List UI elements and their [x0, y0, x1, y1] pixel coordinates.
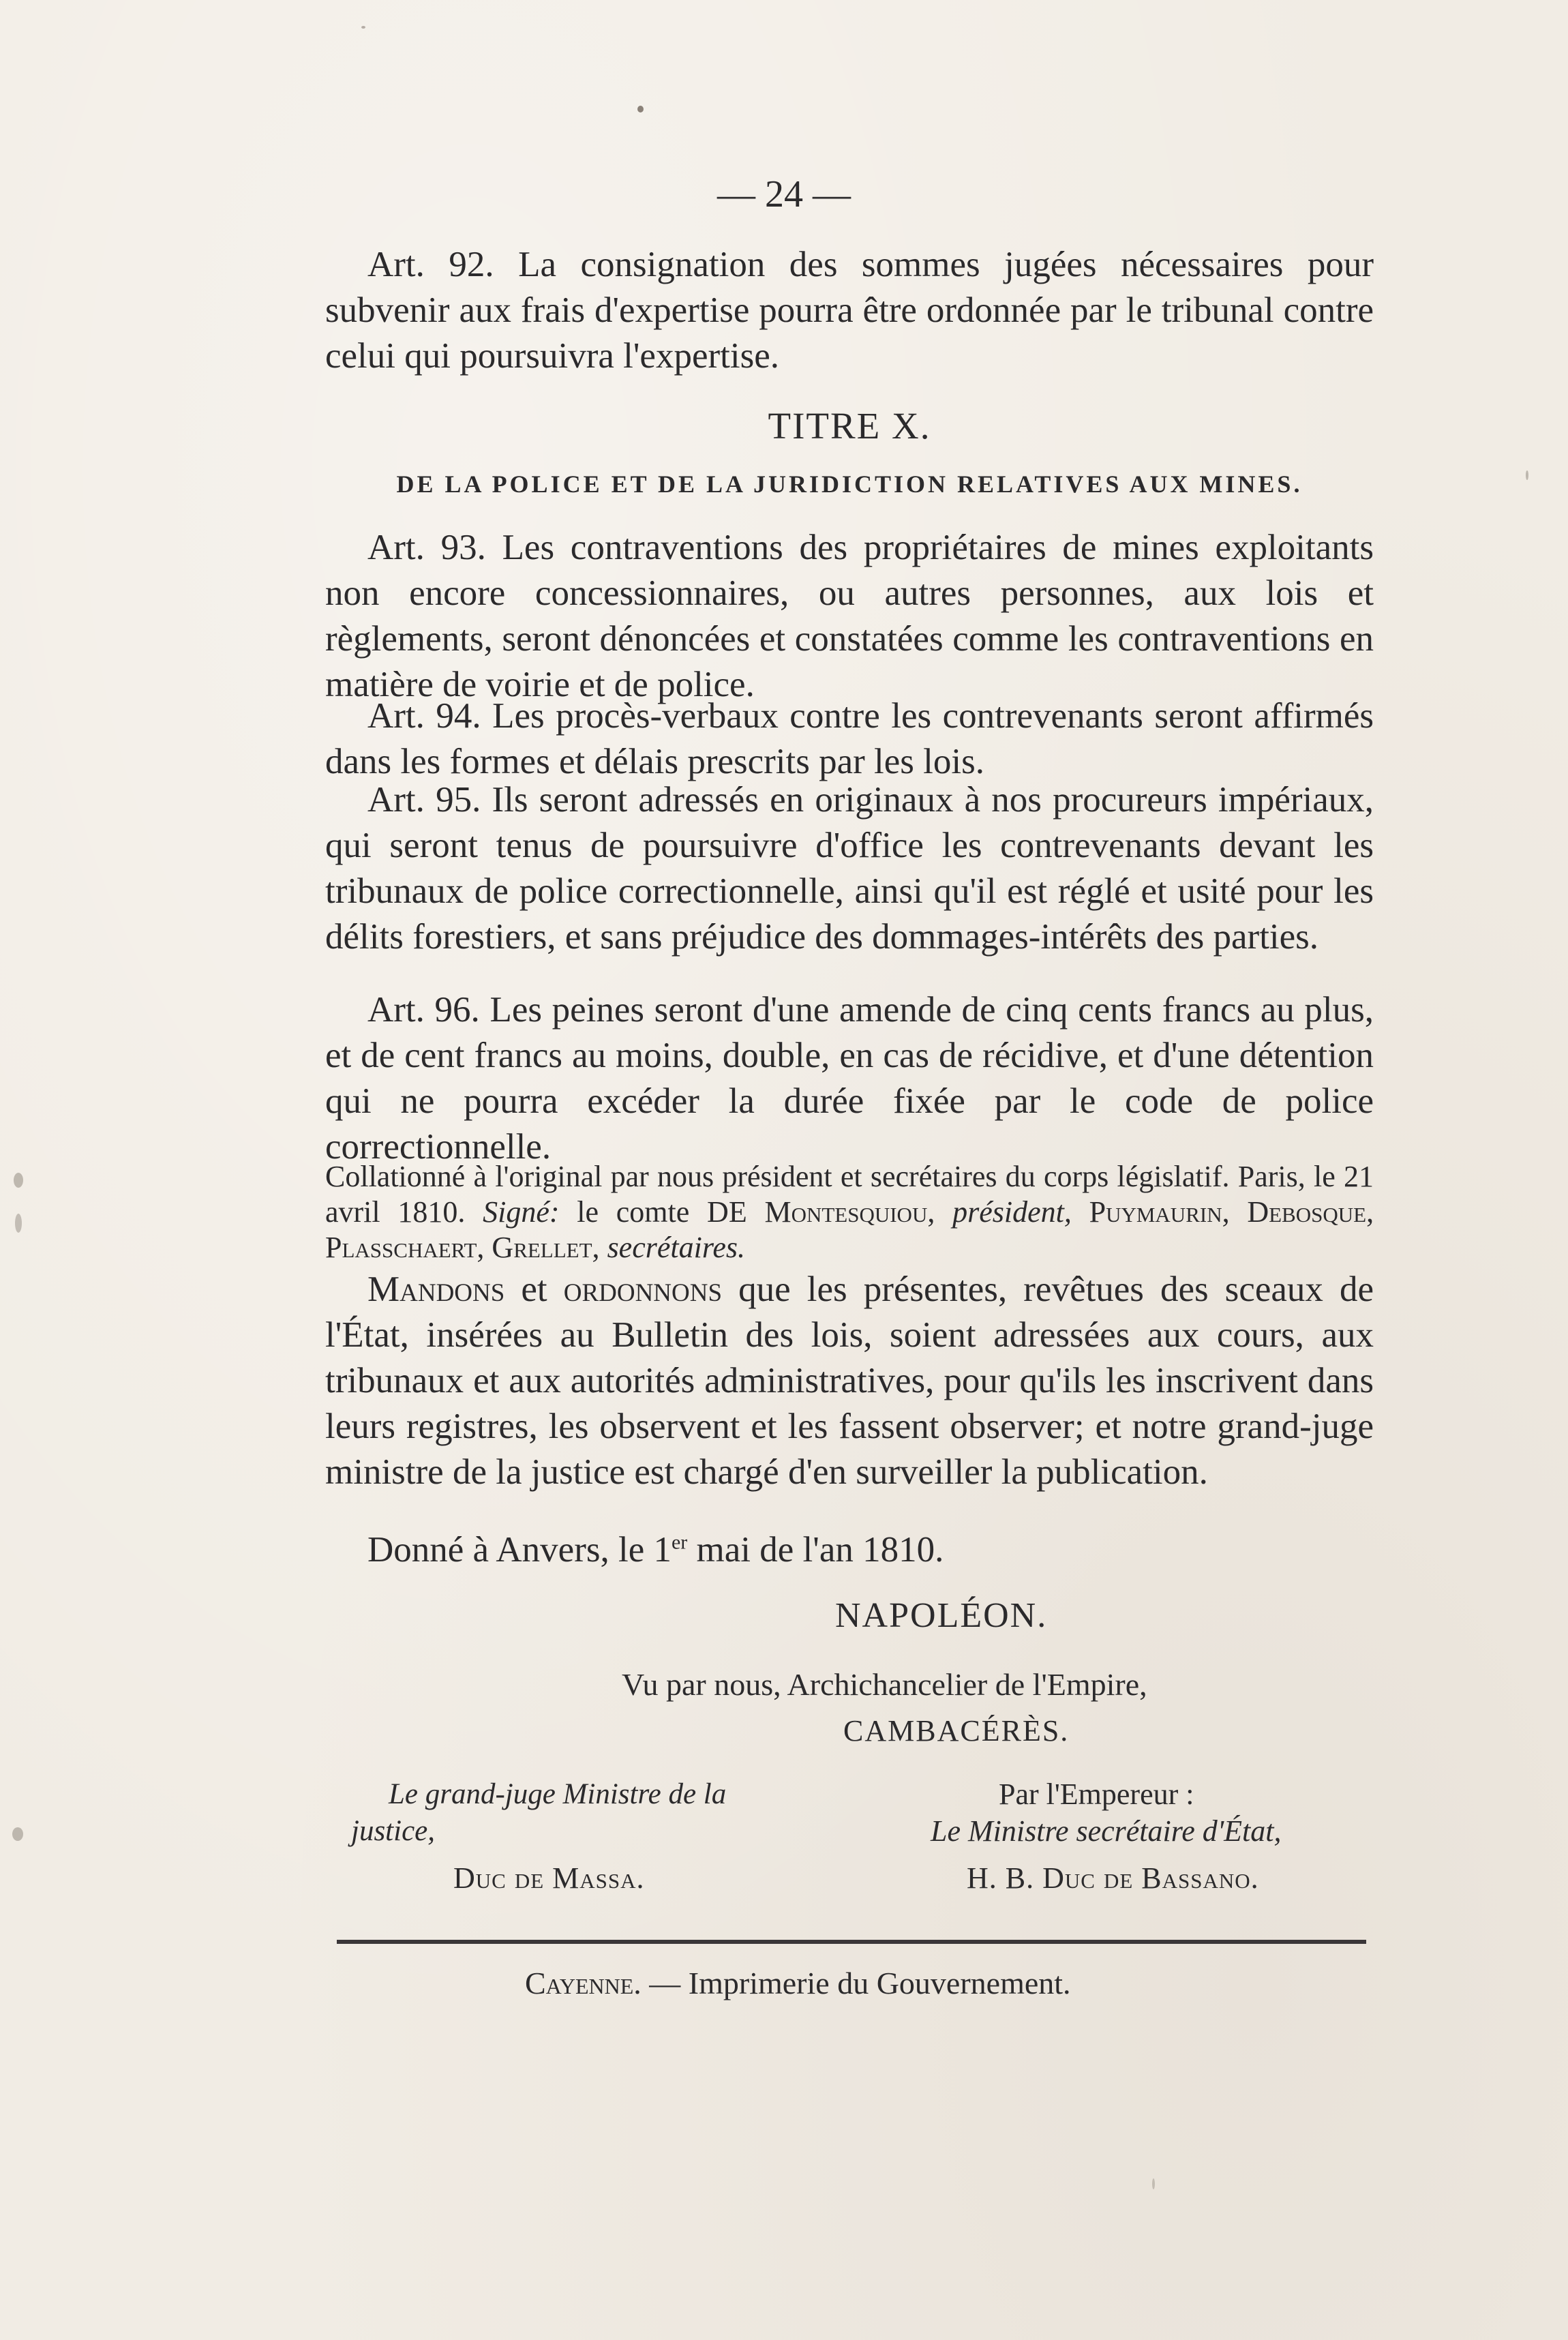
- collation-president: président,: [952, 1195, 1072, 1229]
- collation-de: DE: [707, 1195, 747, 1229]
- right-minister-name: H. B. Duc de Bassano.: [967, 1861, 1259, 1895]
- article-95-text: Ils seront adressés en originaux à nos procureurs impériaux, qui seront tenus de poursuivre d'office les contrevenants devant les tribunaux de police correctionnelle, ainsi qu'il est réglé et usité pour les délits forestiers, et sans préjudice des dommages-intérêts des parties.: [325, 780, 1374, 957]
- right-minister-title-line1: Par l'Empereur :: [999, 1777, 1194, 1811]
- donne-line: [325, 1527, 1374, 1573]
- mandons-paragraph: [325, 1267, 1374, 1495]
- collation-comte: le comte: [577, 1195, 690, 1229]
- imprint-line: [525, 1964, 1207, 2003]
- paper-speck: [1152, 2178, 1155, 2189]
- vu-par-line: Vu par nous, Archichancelier de l'Empire,: [622, 1667, 1147, 1702]
- left-minister-title-line1: Le grand-juge Ministre de la: [389, 1778, 727, 1810]
- collation-text: Collationné à l'original par nous président et secrétaires du corps législatif. Paris, le 21 avril 1810.: [325, 1160, 1374, 1229]
- article-96-text: Les peines seront d'une amende de cinq cents francs au plus, et de cent francs au moins, double, en cas de récidive, et d'une détention qui ne pourra excéder la durée fixée par le code de police correctionnelle.: [325, 990, 1374, 1167]
- collation-debosque: Debosque,: [1247, 1195, 1374, 1229]
- left-minister-title-line2: justice,: [351, 1815, 435, 1847]
- paper-speck: [637, 106, 644, 112]
- mandons-et: et: [521, 1270, 547, 1309]
- collation-puymaurin: Puymaurin,: [1089, 1195, 1230, 1229]
- article-94: [325, 693, 1374, 785]
- article-93-text: Les contraventions des propriétaires de mines exploitants non encore concessionnaires, ou autres personnes, aux lois et règlements, seront dénoncées et constatées comme les contraventions en matière de voirie et de police.: [325, 528, 1374, 704]
- page-number: — 24 —: [717, 173, 851, 215]
- paper-speck: [12, 1827, 23, 1841]
- ordonnons-word: ordonnons: [563, 1270, 723, 1309]
- paper-speck: [361, 26, 365, 29]
- bottom-rule: [337, 1940, 1366, 1944]
- imprint-text: Imprimerie du Gouvernement.: [688, 1966, 1071, 2000]
- article-95: [325, 777, 1374, 960]
- title-subheading: DE LA POLICE ET DE LA JURIDICTION RELATIVES AUX MINES.: [396, 470, 1303, 498]
- donne-sup: er: [671, 1531, 688, 1554]
- article-93-label: Art. 93.: [367, 528, 486, 567]
- imprint-dash: —: [649, 1966, 681, 2000]
- left-minister-title: [351, 1776, 869, 1850]
- article-92-text: La consignation des sommes jugées nécessaires pour subvenir aux frais d'expertise pourra être ordonnée par le tribunal contre celui qui poursuivra l'expertise.: [325, 245, 1374, 376]
- article-94-text: Les procès-verbaux contre les contrevenants seront affirmés dans les formes et délais prescrits par les lois.: [325, 696, 1374, 781]
- article-96-label: Art. 96.: [367, 990, 480, 1030]
- collation-signe: Signé:: [483, 1195, 560, 1229]
- article-95-label: Art. 95.: [367, 780, 481, 820]
- article-92-label: Art. 92.: [367, 245, 494, 284]
- donne-after: mai de l'an 1810.: [687, 1530, 944, 1570]
- collation-note: [325, 1159, 1374, 1265]
- left-minister-name: Duc de Massa.: [453, 1861, 645, 1895]
- imprint-place: Cayenne.: [525, 1966, 642, 2000]
- signature-napoleon: NAPOLÉON.: [835, 1596, 1048, 1635]
- article-93: [325, 525, 1374, 708]
- article-96: [325, 987, 1374, 1170]
- signature-cambaceres: CAMBACÉRÈS.: [843, 1714, 1070, 1747]
- collation-montesquiou: Montesquiou,: [764, 1195, 935, 1229]
- collation-plasschaert: Plasschaert,: [325, 1231, 485, 1264]
- paper-speck: [15, 1214, 22, 1233]
- collation-grellet: Grellet,: [492, 1231, 600, 1264]
- paper-speck: [1526, 470, 1528, 480]
- article-94-label: Art. 94.: [367, 696, 481, 736]
- mandons-text: que les présentes, revêtues des sceaux de l'État, insérées au Bulletin des lois, soient adressées aux cours, aux tribunaux et aux autorités administratives, pour qu'ils les inscrivent dans leurs registres, les observent et les fassent observer; et notre grand-juge ministre de la justice est chargé d'en surveiller la publication.: [325, 1270, 1374, 1492]
- right-minister-title: [931, 1776, 1408, 1850]
- paper-speck: [14, 1173, 23, 1188]
- right-minister-title-line2: Le Ministre secrétaire d'État,: [931, 1814, 1282, 1848]
- title-heading: TITRE X.: [768, 405, 931, 447]
- donne-before: Donné à Anvers, le 1: [367, 1530, 672, 1570]
- collation-secretaires: secrétaires.: [607, 1231, 745, 1264]
- article-92: [325, 242, 1374, 379]
- mandons-word: Mandons: [367, 1270, 505, 1309]
